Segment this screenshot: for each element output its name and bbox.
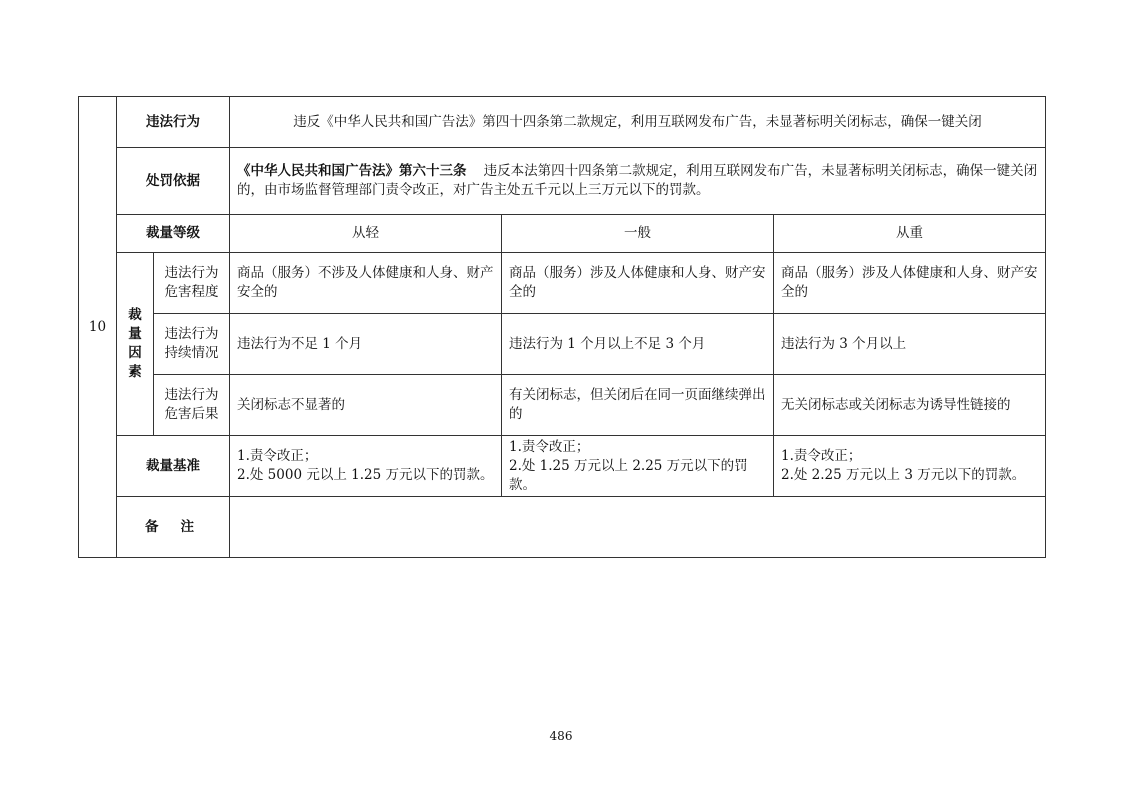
factors-label-char: 素: [128, 364, 142, 380]
standard-label: 裁量基准: [117, 436, 230, 497]
factor-value: 违法行为 1 个月以上不足 3 个月: [502, 314, 774, 375]
factor-value: 违法行为 3 个月以上: [774, 314, 1046, 375]
factor-value: 商品（服务）不涉及人体健康和人身、财产安全的: [230, 253, 502, 314]
factors-label-char: 量: [128, 326, 142, 342]
standard-value: 1.责令改正； 2.处 1.25 万元以上 2.25 万元以下的罚款。: [502, 436, 774, 497]
page-number: 486: [549, 729, 573, 743]
grade-label: 裁量等级: [117, 215, 230, 253]
factor-value: 无关闭标志或关闭标志为诱导性链接的: [774, 375, 1046, 436]
factor-name: 违法行为 持续情况: [154, 314, 230, 375]
factor-value: 商品（服务）涉及人体健康和人身、财产安全的: [502, 253, 774, 314]
factor-value: 商品（服务）涉及人体健康和人身、财产安全的: [774, 253, 1046, 314]
factor-value: 违法行为不足 1 个月: [230, 314, 502, 375]
remark-text: [230, 497, 1046, 558]
violation-label: 违法行为: [117, 97, 230, 148]
basis-text: 违反本法第四十四条第二款规定，利用互联网发布广告，未显著标明关闭标志，确保一键关闭的，由市场监督管理部门责令改正，对广告主处五千元以上三万元以下的罚款。: [237, 163, 1038, 198]
basis-label: 处罚依据: [117, 148, 230, 215]
basis-title: 《中华人民共和国广告法》第六十三条: [237, 163, 467, 179]
factors-label-char: 因: [128, 345, 142, 361]
standard-value: 1.责令改正； 2.处 5000 元以上 1.25 万元以下的罚款。: [230, 436, 502, 497]
grade-level-heavy: 从重: [774, 215, 1046, 253]
violation-text: 违反《中华人民共和国广告法》第四十四条第二款规定，利用互联网发布广告，未显著标明关闭标志，确保一键关闭: [230, 97, 1046, 148]
discretion-table: [78, 96, 1046, 558]
factor-value: 有关闭标志，但关闭后在同一页面继续弹出的: [502, 375, 774, 436]
basis-cell: [230, 148, 1046, 215]
standard-value: 1.责令改正； 2.处 2.25 万元以上 3 万元以下的罚款。: [774, 436, 1046, 497]
factor-name: 违法行为 危害后果: [154, 375, 230, 436]
row-number: 10: [79, 97, 117, 558]
grade-level-normal: 一般: [502, 215, 774, 253]
factor-name: 违法行为 危害程度: [154, 253, 230, 314]
grade-level-light: 从轻: [230, 215, 502, 253]
factors-label-char: 裁: [128, 307, 142, 323]
remark-label: 备注: [117, 497, 230, 558]
factors-label: [117, 253, 154, 436]
factor-value: 关闭标志不显著的: [230, 375, 502, 436]
